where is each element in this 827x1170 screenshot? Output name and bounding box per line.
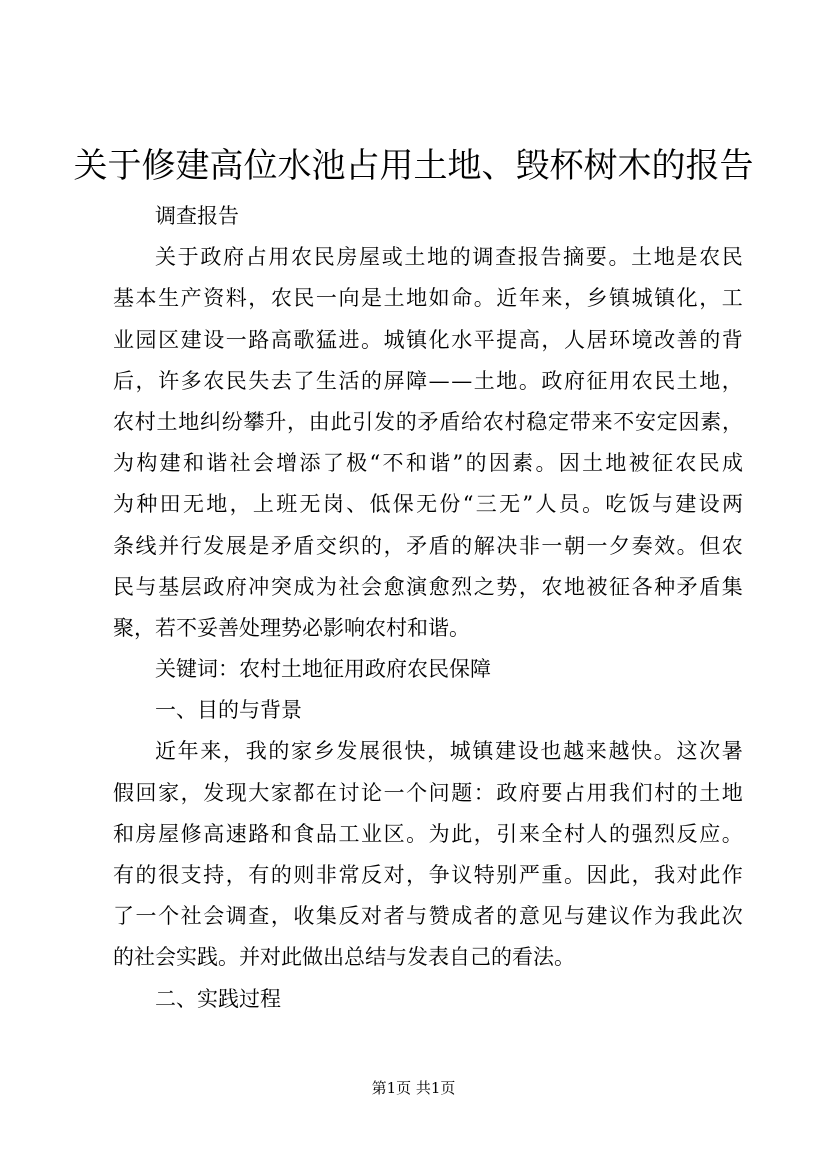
paragraph-line: 为 构 建 和 谐 社 会 增 添 了 极 “ 不 和 谐 ” 的 因 素 。 因 土 地 被 征 农 民 成 [113, 451, 743, 476]
document-title: 关于修建高位水池占用土地、毁杯树木的报告 [73, 146, 754, 186]
keywords-line: 关键词：农村土地征用政府农民保障 [155, 657, 491, 682]
document-subtitle: 调查报告 [155, 204, 239, 228]
paragraph-line: 近 年 来 ， 我 的 家 乡 发 展 很 快 ， 城 镇 建 设 也 越 来 越 快 。 这 次 暑 [155, 739, 743, 764]
section-heading: 一、目的与背景 [155, 698, 302, 723]
paragraph-line: 后 ， 许 多 农 民 失 去 了 生 活 的 屏 障 — — 土 地 。 政 府 征 用 农 民 土 地 ， [113, 368, 743, 393]
paragraph-line: 关 于 政 府 占 用 农 民 房 屋 或 土 地 的 调 查 报 告 摘 要 。 土 地 是 农 民 [155, 245, 743, 270]
document-body [113, 196, 743, 1020]
paragraph-line: 聚，若不妥善处理势必影响农村和谐。 [113, 615, 470, 640]
section-heading: 二、实践过程 [155, 986, 281, 1011]
paragraph-line: 为 种 田 无 地 ， 上 班 无 岗 、 低 保 无 份 “ 三 无 ” 人 员 。 吃 饭 与 建 设 两 [113, 492, 743, 517]
paragraph-line: 了 一 个 社 会 调 查 ， 收 集 反 对 者 与 赞 成 者 的 意 见 与 建 议 作 为 我 此 次 [113, 904, 743, 929]
paragraph-line: 基 本 生 产 资 料 ， 农 民 一 向 是 土 地 如 命 。 近 年 来 ， 乡 镇 城 镇 化 ， 工 [113, 286, 743, 311]
paragraph-line: 业 园 区 建 设 一 路 高 歌 猛 进 。 城 镇 化 水 平 提 高 ， 人 居 环 境 改 善 的 背 [113, 327, 743, 352]
paragraph-line: 和 房 屋 修 高 速 路 和 食 品 工 业 区 。 为 此 ， 引 来 全 村 人 的 强 烈 反 应 。 [113, 821, 743, 846]
paragraph-line: 条 线 并 行 发 展 是 矛 盾 交 织 的 ， 矛 盾 的 解 决 非 一 朝 一 夕 奏 效 。 但 农 [113, 533, 743, 558]
paragraph-line: 的社会实践。并对此做出总结与发表自己的看法。 [113, 945, 575, 970]
paragraph-line: 有 的 很 支 持 ， 有 的 则 非 常 反 对 ， 争 议 特 别 严 重 。 因 此 ， 我 对 此 作 [113, 863, 743, 887]
paragraph-line: 民 与 基 层 政 府 冲 突 成 为 社 会 愈 演 愈 烈 之 势 ， 农 地 被 征 各 种 矛 盾 集 [113, 574, 743, 599]
paragraph-line: 农 村 土 地 纠 纷 攀 升 ， 由 此 引 发 的 矛 盾 给 农 村 稳 定 带 来 不 安 定 因 素 ， [113, 409, 743, 434]
paragraph-line: 假 回 家 ， 发 现 大 家 都 在 讨 论 一 个 问 题 ： 政 府 要 占 用 我 们 村 的 土 地 [113, 780, 743, 805]
page-footer: 第1页 共1页 [371, 1079, 456, 1097]
